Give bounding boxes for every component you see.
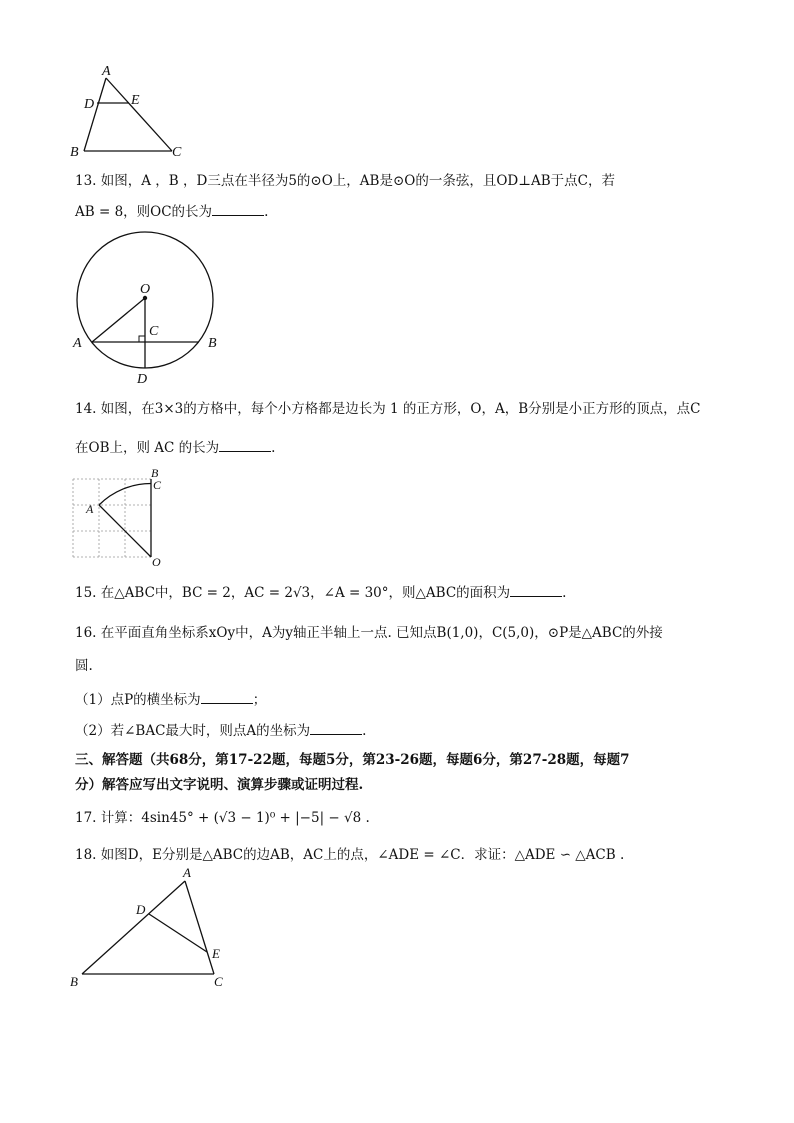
figure-q13-circle [68,228,228,388]
label-a: A [102,64,111,79]
label-e: E [212,946,220,961]
q17-line: 17. 计算：4sin45° + (√3 − 1)⁰ + |−5| − √8 . [75,810,370,826]
answer-blank [201,691,253,704]
segment-oa [92,298,145,342]
figure-q18-triangle [62,866,242,996]
label-d: D [84,97,95,112]
label-d: D [137,372,148,387]
side-ab [84,78,106,151]
label-a: A [73,336,82,351]
q13-line1: 13. 如图，A ，B ，D三点在半径为5的⊙O上，AB是⊙O的一条弦，且OD⊥AB于点C，若 [75,173,615,189]
answer-blank [310,722,362,735]
label-c: C [172,145,182,160]
q16-sub1 [75,691,266,709]
q15-line [75,584,566,602]
side-ac [185,881,214,974]
figure-q12-triangle [60,60,200,165]
label-c: C [153,478,162,492]
q14-line1: 14. 如图，在3×3的方格中，每个小方格都是边长为 1 的正方形，O，A，B分别是小正方形的顶点，点C [75,401,701,417]
label-b: B [151,466,159,480]
q14-line2 [75,439,275,457]
q16-sub2 [75,722,366,740]
figure-q14-grid [70,468,180,568]
q13-line2-text: AB = 8，则OC的长为 [75,204,213,220]
answer-blank [510,584,562,597]
label-c: C [214,974,223,989]
label-c: C [149,324,159,339]
label-b: B [70,145,79,160]
q16-sub1-end: ； [252,692,267,708]
label-o: O [140,282,151,297]
label-a: A [183,865,191,880]
q16-sub1-text: （1）点P的横坐标为 [75,692,201,708]
answer-blank [212,203,264,216]
q16-line2: 圆. [75,658,93,674]
q14-line2-end: . [271,440,276,456]
q13-line2 [75,203,268,221]
q14-line2-text: 在OB上，则 AC 的长为 [75,440,220,456]
side-ac [106,78,172,151]
arc-ac [99,483,151,505]
answer-blank [219,439,271,452]
label-d: D [136,902,146,917]
q16-sub2-end: . [362,723,367,739]
label-b: B [208,336,217,351]
right-angle-mark [139,336,145,342]
q16-line1: 16. 在平面直角坐标系xOy中，A为y轴正半轴上一点. 已知点B(1,0)，C(5,0)，⊙P是△ABC的外接 [75,625,663,641]
section-heading-line1: 三、解答题（共68分，第17-22题，每题5分，第23-26题，每题6分，第27-28题，每题7 [75,752,630,768]
q18-line: 18. 如图D，E分别是△ABC的边AB，AC上的点，∠ADE = ∠C．求证：△ADE ∽ △ACB . [75,847,625,863]
section-heading-line2: 分）解答应写出文字说明、演算步骤或证明过程. [75,777,364,793]
label-a: A [86,502,94,516]
q16-sub2-text: （2）若∠BAC最大时，则点A的坐标为 [75,723,311,739]
q13-line2-end: . [264,204,269,220]
segment-de [149,914,207,952]
q15-end: . [562,585,567,601]
q15-text: 15. 在△ABC中，BC = 2，AC = 2√3，∠A = 30°，则△ABC的面积为 [75,585,511,601]
label-o: O [152,555,161,569]
label-b: B [70,974,78,989]
label-e: E [131,93,140,108]
